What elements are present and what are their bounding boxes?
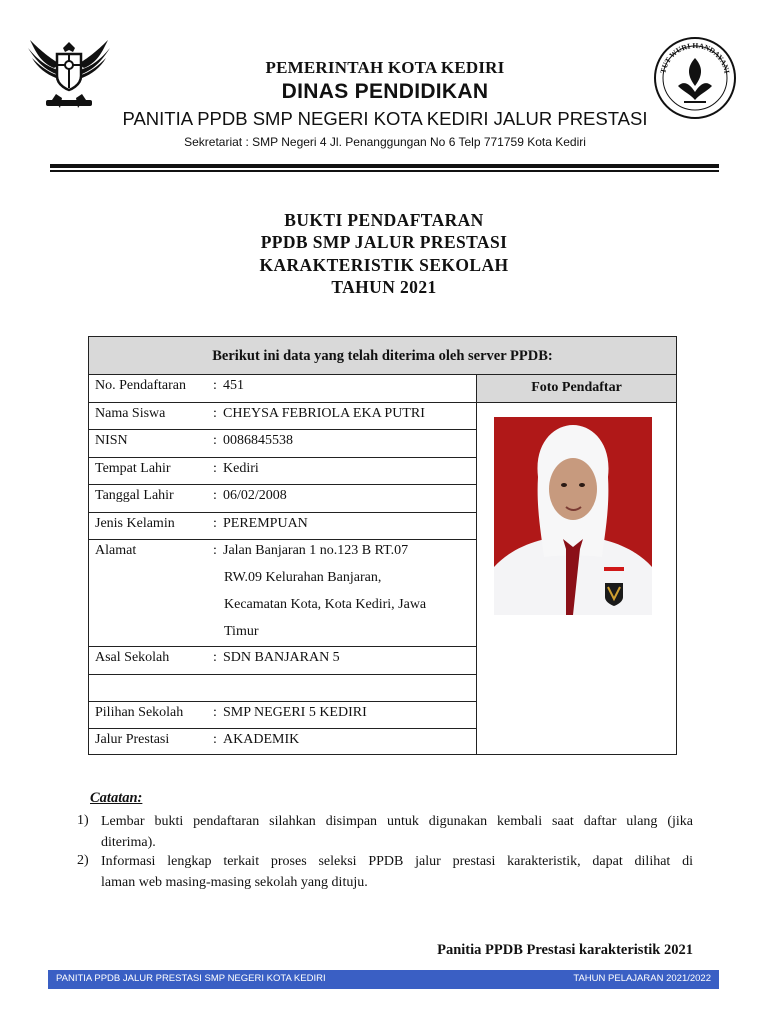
note-number: 2)	[77, 853, 89, 868]
row-separator: :	[213, 516, 217, 531]
page-footer	[48, 970, 719, 989]
table-header: Berikut ini data yang telah diterima oleh server PPDB:	[89, 337, 676, 375]
letterhead-rule-thick	[50, 164, 719, 168]
row-separator: :	[213, 378, 217, 393]
row-separator: :	[213, 488, 217, 503]
row-value: SDN BANJARAN 5	[223, 650, 340, 665]
row-value: Kediri	[223, 461, 259, 476]
tut-wuri-handayani-icon	[650, 36, 740, 120]
row-label: Alamat	[95, 543, 137, 558]
row-value: AKADEMIK	[223, 732, 300, 747]
row-separator: :	[213, 433, 217, 448]
note-line: Informasi lengkap terkait proses seleksi PPDB jalur prestasi karakteristik, dapat dilihat di	[101, 854, 693, 869]
document-subtitle-1: PPDB SMP JALUR PRESTASI	[260, 232, 508, 252]
note-item	[101, 851, 693, 893]
row-pilihan-sekolah	[89, 702, 476, 729]
row-nama-siswa	[89, 403, 476, 430]
document-subtitle-2: KARAKTERISTIK SEKOLAH	[259, 255, 509, 275]
applicant-photo	[494, 417, 652, 615]
row-separator: :	[213, 705, 217, 720]
row-tanggal-lahir	[89, 485, 476, 513]
address-line: Kecamatan Kota, Kota Kediri, Jawa	[224, 597, 427, 612]
row-label: Nama Siswa	[95, 406, 166, 421]
document-year: TAHUN 2021	[331, 277, 437, 297]
notes-title: Catatan:	[90, 790, 143, 806]
row-value: 0086845538	[223, 433, 293, 448]
address-line: Timur	[224, 624, 259, 639]
address-line: RW.09 Kelurahan Banjaran,	[224, 570, 382, 585]
kop-sekretariat: Sekretariat : SMP Negeri 4 Jl. Penanggungan No 6 Telp 771759 Kota Kediri	[184, 135, 586, 149]
row-separator: :	[213, 732, 217, 747]
row-separator: :	[213, 406, 217, 421]
row-label: Pilihan Sekolah	[95, 705, 184, 720]
footer-left-text: PANITIA PPDB JALUR PRESTASI SMP NEGERI KOTA KEDIRI	[56, 973, 326, 984]
row-empty	[89, 675, 476, 702]
row-separator: :	[213, 543, 217, 558]
row-separator: :	[213, 461, 217, 476]
row-value: 451	[223, 378, 244, 393]
kop-dinas: DINAS PENDIDIKAN	[281, 80, 489, 103]
column-divider	[476, 375, 477, 754]
row-label: Asal Sekolah	[95, 650, 170, 665]
row-label: Jalur Prestasi	[95, 732, 170, 747]
registration-table	[88, 336, 677, 755]
signature-line: Panitia PPDB Prestasi karakteristik 2021	[437, 942, 693, 958]
garuda-emblem-icon	[26, 34, 112, 112]
row-value: PEREMPUAN	[223, 516, 308, 531]
row-value: SMP NEGERI 5 KEDIRI	[223, 705, 367, 720]
note-line: laman web masing-masing sekolah yang dituju.	[101, 875, 368, 890]
row-asal-sekolah	[89, 647, 476, 675]
row-label: Tempat Lahir	[95, 461, 171, 476]
address-line: Jalan Banjaran 1 no.123 B RT.07	[223, 543, 409, 558]
row-jenis-kelamin	[89, 513, 476, 540]
document-title: BUKTI PENDAFTARAN	[284, 210, 484, 230]
row-no-pendaftaran	[89, 375, 476, 403]
note-number: 1)	[77, 813, 89, 828]
row-alamat	[89, 540, 476, 647]
row-jalur-prestasi	[89, 729, 476, 756]
note-line: diterima).	[101, 835, 156, 850]
row-nisn	[89, 430, 476, 458]
row-separator: :	[213, 650, 217, 665]
note-item	[101, 811, 693, 853]
svg-text:TUT WURI HANDAYANI: TUT WURI HANDAYANI	[658, 40, 732, 75]
letterhead-rule-thin	[50, 170, 719, 172]
row-label: NISN	[95, 433, 128, 448]
photo-header: Foto Pendaftar	[477, 375, 676, 403]
kop-pemerintah: PEMERINTAH KOTA KEDIRI	[265, 58, 505, 77]
row-value: CHEYSA FEBRIOLA EKA PUTRI	[223, 406, 425, 421]
row-value: 06/02/2008	[223, 488, 287, 503]
row-label: No. Pendaftaran	[95, 378, 186, 393]
row-label: Jenis Kelamin	[95, 516, 175, 531]
note-line: Lembar bukti pendaftaran silahkan disimpan untuk digunakan kembali saat daftar ulang (jika	[101, 814, 693, 829]
kop-panitia: PANITIA PPDB SMP NEGERI KOTA KEDIRI JALUR PRESTASI	[122, 108, 648, 129]
row-tempat-lahir	[89, 458, 476, 485]
footer-right-text: TAHUN PELAJARAN 2021/2022	[573, 973, 711, 984]
row-label: Tanggal Lahir	[95, 488, 174, 503]
